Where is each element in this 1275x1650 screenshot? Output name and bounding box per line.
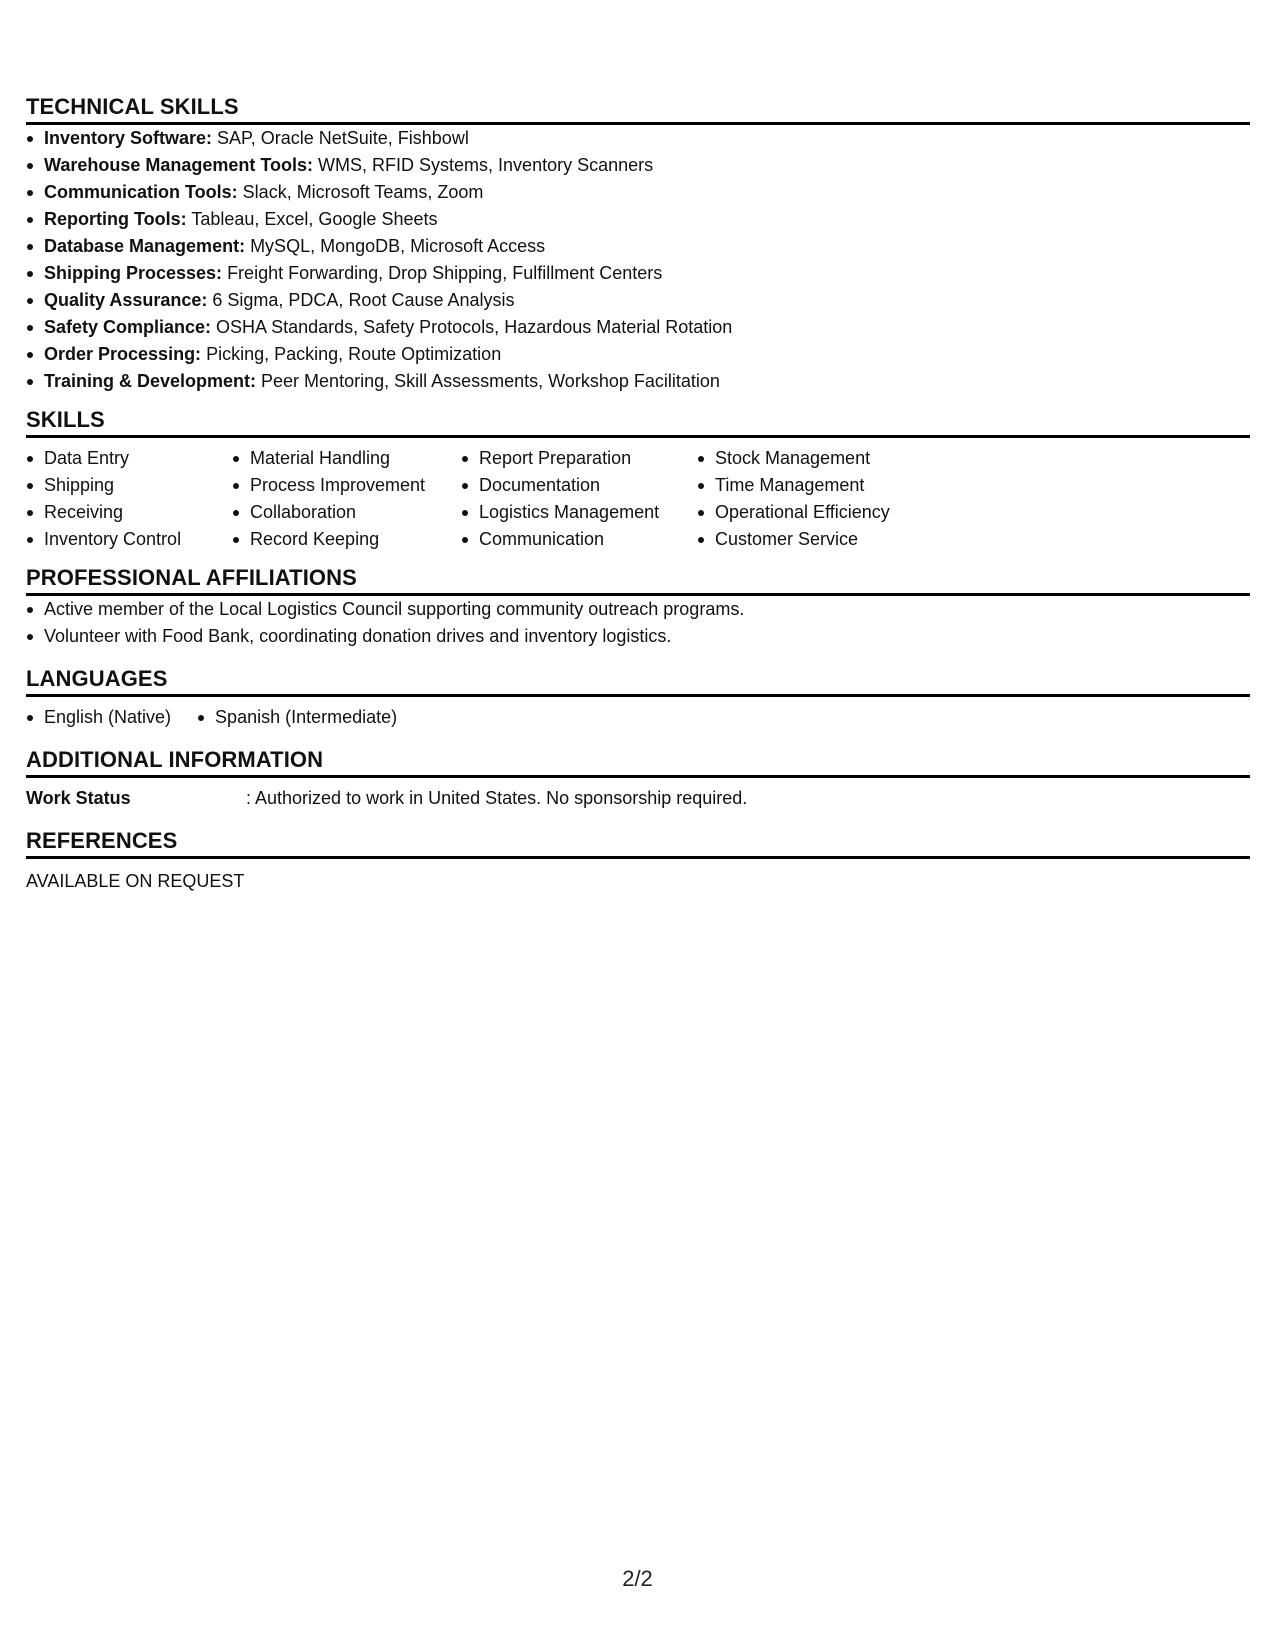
- references-section: [26, 828, 1250, 895]
- list-item: [26, 287, 1250, 314]
- list-item: Active member of the Local Logistics Council supporting community outreach programs.: [26, 596, 1250, 623]
- list-item: [26, 260, 1250, 287]
- skill-desc: SAP, Oracle NetSuite, Fishbowl: [212, 128, 469, 148]
- list-item: Logistics Management: [461, 499, 697, 526]
- list-item: Inventory Control: [26, 526, 232, 553]
- list-item: Time Management: [697, 472, 917, 499]
- list-item: Process Improvement: [232, 472, 461, 499]
- skills-column-2: [232, 445, 461, 553]
- list-item: Report Preparation: [461, 445, 697, 472]
- technical-skills-heading: TECHNICAL SKILLS: [26, 94, 1250, 125]
- list-item: [26, 206, 1250, 233]
- list-item: Spanish (Intermediate): [197, 704, 397, 731]
- additional-info-section: [26, 747, 1250, 812]
- skill-term: Quality Assurance:: [44, 290, 208, 310]
- skill-desc: Slack, Microsoft Teams, Zoom: [237, 182, 484, 202]
- skills-column-1: [26, 445, 232, 553]
- languages-heading: LANGUAGES: [26, 666, 1250, 697]
- list-item: Stock Management: [697, 445, 917, 472]
- skill-term: Communication Tools:: [44, 182, 238, 202]
- work-status-row: [26, 785, 1250, 812]
- skill-desc: MySQL, MongoDB, Microsoft Access: [245, 236, 546, 256]
- skill-desc: Peer Mentoring, Skill Assessments, Workshop Facilitation: [256, 371, 720, 391]
- list-item: Record Keeping: [232, 526, 461, 553]
- references-text: AVAILABLE ON REQUEST: [26, 871, 245, 891]
- list-item: English (Native): [26, 704, 171, 731]
- list-item: Collaboration: [232, 499, 461, 526]
- list-item: Operational Efficiency: [697, 499, 917, 526]
- skill-term: Shipping Processes:: [44, 263, 223, 283]
- skill-desc: Tableau, Excel, Google Sheets: [186, 209, 438, 229]
- list-item: [26, 152, 1250, 179]
- list-item: Communication: [461, 526, 697, 553]
- list-item: [26, 179, 1250, 206]
- resume-page: [26, 94, 1250, 895]
- skill-desc: OSHA Standards, Safety Protocols, Hazardous Material Rotation: [211, 317, 733, 337]
- languages-section: [26, 666, 1250, 731]
- skill-term: Training & Development:: [44, 371, 257, 391]
- affiliations-heading: PROFESSIONAL AFFILIATIONS: [26, 565, 1250, 596]
- skill-term: Reporting Tools:: [44, 209, 187, 229]
- list-item: [26, 314, 1250, 341]
- list-item: Receiving: [26, 499, 232, 526]
- affiliations-section: [26, 565, 1250, 650]
- affiliations-list: [26, 596, 1250, 650]
- list-item: [26, 368, 1250, 395]
- list-item: [26, 341, 1250, 368]
- skill-desc: Picking, Packing, Route Optimization: [201, 344, 502, 364]
- list-item: Material Handling: [232, 445, 461, 472]
- work-status-label: Work Status: [26, 788, 131, 808]
- list-item: Shipping: [26, 472, 232, 499]
- list-item: Volunteer with Food Bank, coordinating donation drives and inventory logistics.: [26, 623, 1250, 650]
- languages-row: [26, 704, 1250, 731]
- skill-term: Inventory Software:: [44, 128, 213, 148]
- skills-column-4: [697, 445, 917, 553]
- technical-skills-section: [26, 94, 1250, 395]
- list-item: Documentation: [461, 472, 697, 499]
- skills-section: [26, 407, 1250, 553]
- additional-info-heading: ADDITIONAL INFORMATION: [26, 747, 1250, 778]
- skill-desc: 6 Sigma, PDCA, Root Cause Analysis: [207, 290, 515, 310]
- skill-desc: WMS, RFID Systems, Inventory Scanners: [313, 155, 654, 175]
- skills-heading: SKILLS: [26, 407, 1250, 438]
- skill-term: Order Processing:: [44, 344, 202, 364]
- skill-term: Warehouse Management Tools:: [44, 155, 314, 175]
- list-item: Data Entry: [26, 445, 232, 472]
- skill-term: Database Management:: [44, 236, 246, 256]
- page-number: 2/2: [622, 1566, 653, 1591]
- list-item: Customer Service: [697, 526, 917, 553]
- skill-desc: Freight Forwarding, Drop Shipping, Fulfillment Centers: [222, 263, 663, 283]
- skill-term: Safety Compliance:: [44, 317, 212, 337]
- technical-skills-list: [26, 125, 1250, 395]
- list-item: [26, 125, 1250, 152]
- work-status-value: : Authorized to work in United States. No sponsorship required.: [246, 788, 748, 808]
- skills-grid: [26, 445, 1250, 553]
- list-item: [26, 233, 1250, 260]
- skills-column-3: [461, 445, 697, 553]
- references-heading: REFERENCES: [26, 828, 1250, 859]
